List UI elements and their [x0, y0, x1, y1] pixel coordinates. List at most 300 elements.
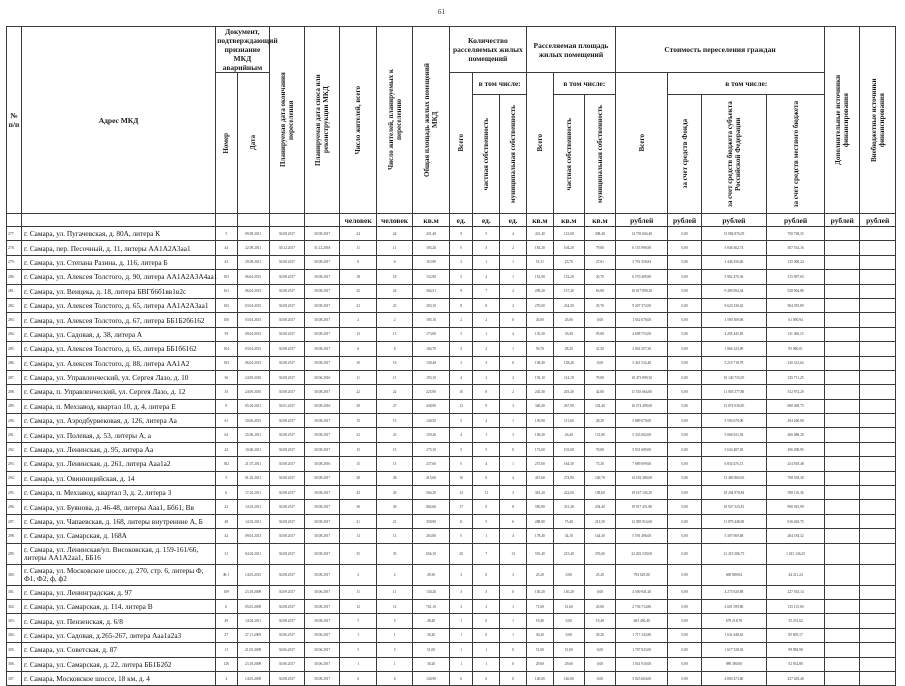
area-municipal: 63,80 [584, 284, 615, 298]
cost-regional: 4 800 473,60 [701, 671, 766, 685]
cost-local: 307 534,16 [767, 241, 825, 255]
area-municipal: 79,00 [584, 241, 615, 255]
header-rooms-total: Всего [449, 73, 473, 214]
residents-planned: 11 [376, 585, 412, 599]
area-municipal: 0,00 [584, 313, 615, 327]
table-row [7, 298, 896, 312]
doc-date: 03.04.2015 [237, 313, 269, 327]
cost-local: 315 997,65 [767, 270, 825, 284]
area-total: 183,20 [526, 241, 553, 255]
doc-number: 6 [216, 599, 237, 613]
doc-date: 21.05.2009 [237, 643, 269, 657]
planned-resettlement-end: 30.08.2017 [269, 270, 304, 284]
row-address: г. Самара, ул. Полевая, д. 53, литеры А, а [22, 428, 216, 442]
table-row [7, 457, 896, 471]
total-area: 110,90 [413, 255, 449, 269]
area-municipal: 42,00 [584, 385, 615, 399]
doc-number: 302 [216, 457, 237, 471]
cost-total: 3 701 356,84 [615, 255, 668, 269]
area-total: 288,90 [526, 514, 553, 528]
planned-demolition-end: 30.08.2017 [305, 486, 340, 500]
row-address: г. Самара, п. Мехзавод, квартал 10, д. 4, литера Е [22, 399, 216, 413]
rooms-total: 3 [449, 585, 473, 599]
extrabudgetary [860, 564, 896, 585]
residents-planned: 24 [376, 284, 412, 298]
planned-demolition-end: 30.08.2017 [305, 671, 340, 685]
rooms-municipal: 1 [500, 614, 527, 628]
residents-planned: 1 [376, 657, 412, 671]
unit-cell: рублей [860, 214, 896, 227]
doc-number: 36 [216, 370, 237, 384]
rooms-total: 1 [449, 657, 473, 671]
cost-total: 19 917 451,80 [615, 500, 668, 514]
row-number: 306. [7, 657, 22, 671]
doc-date: 24.09.2010 [237, 385, 269, 399]
doc-date: 30.06.2015 [237, 414, 269, 428]
residents-planned: 1 [376, 628, 412, 642]
unit-cell: человек [340, 214, 376, 227]
cost-local: 266 680,20 [767, 428, 825, 442]
doc-number: 5 [216, 227, 237, 241]
cost-fund: 0,00 [668, 657, 701, 671]
area-municipal: 25,20 [584, 564, 615, 585]
area-private: 39,40 [553, 327, 584, 341]
area-municipal: 27,61 [584, 255, 615, 269]
cost-fund: 0,00 [668, 241, 701, 255]
rooms-municipal: 1 [500, 270, 527, 284]
row-address: г. Самара, ул. Пугачевская, д. 80А, литера К [22, 227, 216, 241]
extrabudgetary [860, 227, 896, 241]
doc-date: 14.03.2011 [237, 500, 269, 514]
cost-total: 5 333 602,00 [615, 428, 668, 442]
extrabudgetary [860, 284, 896, 298]
cost-local: 95 960,01 [767, 342, 825, 356]
area-municipal: 79,00 [584, 370, 615, 384]
residents-total: 11 [340, 370, 376, 384]
cost-regional: 5 210 718,78 [701, 356, 766, 370]
residents-total: 2 [340, 313, 376, 327]
doc-number: 48 [216, 514, 237, 528]
area-municipal: 19,40 [584, 614, 615, 628]
unit-cell: человек [376, 214, 412, 227]
cost-total: 22 202 539,00 [615, 543, 668, 564]
cost-regional: 9 496 994,34 [701, 284, 766, 298]
rooms-total: 14 [449, 486, 473, 500]
cost-fund: 0,00 [668, 500, 701, 514]
area-total: 135,20 [526, 327, 553, 341]
header-extrabudgetary: Внебюджетные источники финансирования [860, 27, 896, 214]
cost-total: 14 182 380,00 [615, 471, 668, 485]
row-number: 303. [7, 614, 22, 628]
table-row [7, 628, 896, 642]
cost-fund: 0,00 [668, 284, 701, 298]
planned-demolition-end: 30.08.2017 [305, 270, 340, 284]
doc-number: 61 [216, 414, 237, 428]
row-address: г. Самара, ул. Садовая, д.265-267, литера Ааа1а2а3 [22, 628, 216, 642]
area-municipal: 0,00 [584, 356, 615, 370]
doc-date: 09.04.2013 [237, 529, 269, 543]
unit-cell [216, 214, 237, 227]
extrabudgetary [860, 457, 896, 471]
total-area: 185,10 [413, 313, 449, 327]
rooms-total: 17 [449, 500, 473, 514]
area-total: 152,90 [526, 270, 553, 284]
planned-demolition-end: 30.08.2017 [305, 543, 340, 564]
extrabudgetary [860, 614, 896, 628]
total-area: 184,70 [413, 342, 449, 356]
additional-sources [825, 643, 860, 657]
residents-planned: 18 [376, 270, 412, 284]
row-address: г. Самара, ул. Степана Разина, д. 116, литера Б [22, 255, 216, 269]
rooms-total: 4 [449, 428, 473, 442]
cost-fund: 0,00 [668, 564, 701, 585]
row-address: г. Самара, ул. Советская, д. 87 [22, 643, 216, 657]
doc-date: 01.02.2011 [237, 471, 269, 485]
planned-demolition-end: 30.08.2017 [305, 614, 340, 628]
cost-total: 10 017 899,20 [615, 284, 668, 298]
area-municipal: 376,00 [584, 543, 615, 564]
row-number: 289. [7, 399, 22, 413]
planned-resettlement-end: 30.08.2017 [269, 529, 304, 543]
area-total: 237,60 [526, 457, 553, 471]
row-address: г. Самара, Московское шоссе, 18 км, д. 4 [22, 671, 216, 685]
table-body [7, 227, 896, 686]
cost-fund: 0,00 [668, 428, 701, 442]
rooms-total: 5 [449, 457, 473, 471]
row-address: г. Самара, пер. Песочный, д. 11, литеры АА1А2А3аа1 [22, 241, 216, 255]
unit-cell [237, 214, 269, 227]
cost-regional: 669 889,84 [701, 564, 766, 585]
area-total: 130,20 [526, 585, 553, 599]
area-private: 157,40 [553, 284, 584, 298]
row-address: г. Самара, ул. Самарская, д. 114, литера В [22, 599, 216, 613]
rooms-private: 7 [473, 543, 500, 564]
unit-cell: кв.м [526, 214, 553, 227]
cost-total: 5 889 079,00 [615, 414, 668, 428]
cost-fund: 0,00 [668, 671, 701, 685]
cost-regional: 1 617 528,02 [701, 643, 766, 657]
additional-sources [825, 356, 860, 370]
area-total: 45,00 [526, 313, 553, 327]
area-total: 361,20 [526, 486, 553, 500]
additional-sources [825, 284, 860, 298]
area-private: 331,40 [553, 500, 584, 514]
planned-resettlement-end: 30.06.2017 [269, 657, 304, 671]
doc-number: 103 [216, 356, 237, 370]
row-address: г. Самара, ул. Аэродбурвековая, д. 126, литера Аа [22, 414, 216, 428]
header-address: Адрес МКД [22, 27, 216, 214]
cost-fund: 0,00 [668, 270, 701, 284]
planned-resettlement-end: 30.08.2017 [269, 313, 304, 327]
table-row [7, 529, 896, 543]
doc-date: 21.07.2011 [237, 457, 269, 471]
residents-planned: 23 [376, 428, 412, 442]
residents-planned: 6 [376, 255, 412, 269]
header-doc-date: Дата [237, 73, 269, 214]
rooms-municipal: 0 [500, 657, 527, 671]
cost-local: 85 695,17 [767, 628, 825, 642]
planned-demolition-end: 30.08.2017 [305, 356, 340, 370]
doc-number: 9 [216, 399, 237, 413]
total-area: 152,90 [413, 270, 449, 284]
rooms-private: 9 [473, 500, 500, 514]
row-number: 304. [7, 628, 22, 642]
planned-resettlement-end: 30.06.2017 [269, 628, 304, 642]
cost-fund: 0,00 [668, 356, 701, 370]
additional-sources [825, 255, 860, 269]
rooms-private: 9 [473, 399, 500, 413]
additional-sources [825, 298, 860, 312]
area-municipal: 140,70 [584, 471, 615, 485]
total-area: 175,10 [413, 442, 449, 456]
rooms-private: 4 [473, 457, 500, 471]
area-private: 28,20 [553, 342, 584, 356]
header-document-group: Документ, подтверждающий признание МКД аварийным [217, 27, 278, 72]
area-total: 25,20 [526, 564, 553, 585]
rooms-municipal: 1 [500, 255, 527, 269]
planned-demolition-end: 30.08.2017 [305, 428, 340, 442]
cost-fund: 0,00 [668, 457, 701, 471]
cost-local: 311 306,15 [767, 327, 825, 341]
rooms-private: 0 [473, 564, 500, 585]
row-number: 284. [7, 327, 22, 341]
area-total: 140,00 [526, 671, 553, 685]
table-row [7, 385, 896, 399]
rooms-private: 6 [473, 471, 500, 485]
residents-planned: 13 [376, 529, 412, 543]
planned-demolition-end: 30.06.2017 [305, 657, 340, 671]
table-row [7, 342, 896, 356]
area-municipal: 144,30 [584, 529, 615, 543]
area-municipal: 73,30 [584, 457, 615, 471]
additional-sources [825, 628, 860, 642]
rooms-municipal: 0 [500, 313, 527, 327]
residents-total: 6 [340, 671, 376, 685]
cost-regional: 5 307 069,68 [701, 529, 766, 543]
row-number: 301. [7, 585, 22, 599]
unit-cell [269, 214, 304, 227]
table-row [7, 585, 896, 599]
planned-resettlement-end: 30.08.2017 [269, 414, 304, 428]
cost-regional: 5 846 462,74 [701, 241, 766, 255]
doc-date: 27.11.2009 [237, 628, 269, 642]
doc-number: 103 [216, 298, 237, 312]
rooms-total: 9 [449, 284, 473, 298]
extrabudgetary [860, 356, 896, 370]
area-total: 51,00 [526, 643, 553, 657]
doc-date: 17.02.2011 [237, 486, 269, 500]
rooms-municipal: 2 [500, 284, 527, 298]
cost-local: 99 984,98 [767, 643, 825, 657]
header-cost-local: за счет средств местного бюджета [767, 95, 825, 214]
total-area: 193,10 [413, 370, 449, 384]
cost-regional: 13 483 860,65 [701, 471, 766, 485]
row-number: 305. [7, 643, 22, 657]
residents-total: 43 [340, 486, 376, 500]
cost-fund: 0,00 [668, 227, 701, 241]
unit-cell [305, 214, 340, 227]
rooms-municipal: 2 [500, 298, 527, 312]
rooms-private: 3 [473, 356, 500, 370]
extrabudgetary [860, 255, 896, 269]
area-municipal: 95,80 [584, 327, 615, 341]
row-address: г. Самара, ул. Садовая, д. 38, литера А [22, 327, 216, 341]
cost-total: 7 089 699,60 [615, 457, 668, 471]
doc-number: 42 [216, 442, 237, 456]
residents-planned: 13 [376, 327, 412, 341]
rooms-total: 10 [449, 471, 473, 485]
rooms-private: 1 [473, 643, 500, 657]
unit-cell: кв.м [584, 214, 615, 227]
cost-local: 532 972,20 [767, 385, 825, 399]
area-private: 104,20 [553, 241, 584, 255]
rooms-private: 1 [473, 327, 500, 341]
residents-total: 15 [340, 457, 376, 471]
rooms-total: 3 [449, 342, 473, 356]
unit-cell: ед. [473, 214, 500, 227]
total-area: 431,40 [413, 227, 449, 241]
cost-total: 1 717 243,80 [615, 628, 668, 642]
doc-number: Ж-1 [216, 564, 237, 585]
additional-sources [825, 342, 860, 356]
cost-total: 12 385 914,60 [615, 514, 668, 528]
rooms-municipal: 0 [500, 643, 527, 657]
rooms-municipal: 0 [500, 671, 527, 685]
cost-regional: 11 879 448,00 [701, 514, 766, 528]
cost-local: 61 000,94 [767, 313, 825, 327]
extrabudgetary [860, 500, 896, 514]
table-row [7, 327, 896, 341]
extrabudgetary [860, 313, 896, 327]
doc-date: 09.04.2015 [237, 327, 269, 341]
rooms-municipal: 1 [500, 457, 527, 471]
residents-planned: 12 [376, 599, 412, 613]
row-number: 298. [7, 529, 22, 543]
residents-planned: 11 [376, 370, 412, 384]
total-area: 183,20 [413, 241, 449, 255]
row-address: г. Самара, ул. Управленческий, ул. Сергея Лазо, д. 10 [22, 370, 216, 384]
row-number: 300. [7, 564, 22, 585]
cost-total: 1 652 070,00 [615, 313, 668, 327]
cost-fund: 0,00 [668, 514, 701, 528]
cost-regional: 18 927 525,81 [701, 500, 766, 514]
residents-planned: 2 [376, 313, 412, 327]
doc-date: 25.06.2011 [237, 428, 269, 442]
planned-resettlement-end: 30.08.2017 [269, 671, 304, 685]
area-private: 274,90 [553, 471, 584, 485]
table-row [7, 284, 896, 298]
additional-sources [825, 227, 860, 241]
rooms-total: 5 [449, 529, 473, 543]
header-rooms-incl: в том числе: [473, 73, 527, 95]
row-number: 288. [7, 385, 22, 399]
rooms-municipal: 1 [500, 414, 527, 428]
row-address: г. Самара, п. Мехзавод, квартал 3, д. 2, литера 3 [22, 486, 216, 500]
planned-resettlement-end: 30.08.2017 [269, 514, 304, 528]
planned-demolition-end: 30.08.2017 [305, 500, 340, 514]
cost-total: 4 500 941,20 [615, 585, 668, 599]
planned-demolition-end: 30.06.2017 [305, 585, 340, 599]
area-total: 431,40 [526, 227, 553, 241]
residents-total: 29 [340, 399, 376, 413]
rooms-private: 7 [473, 284, 500, 298]
doc-number: 35 [216, 385, 237, 399]
planned-demolition-end: 30.08.2017 [305, 227, 340, 241]
residents-planned: 5 [376, 643, 412, 657]
table-row [7, 414, 896, 428]
cost-fund: 0,00 [668, 471, 701, 485]
extrabudgetary [860, 399, 896, 413]
planned-demolition-end: 30.08.2016 [305, 457, 340, 471]
cost-fund: 0,00 [668, 599, 701, 613]
rooms-private: 1 [473, 255, 500, 269]
header-rooms-group: Количество расселяемых жилых помещений [449, 27, 526, 73]
rooms-private: 1 [473, 657, 500, 671]
extrabudgetary [860, 270, 896, 284]
rooms-total: 6 [449, 671, 473, 685]
cost-total: 2 736 714,80 [615, 599, 668, 613]
cost-local: 680 469,75 [767, 399, 825, 413]
cost-fund: 0,00 [668, 628, 701, 642]
header-total-area: Общая площадь жилых помещений МКД [413, 27, 449, 214]
cost-total: 6 153 996,90 [615, 241, 668, 255]
header-cost-incl: в том числе: [668, 73, 825, 95]
planned-demolition-end: 30.08.2017 [305, 414, 340, 428]
additional-sources [825, 241, 860, 255]
rooms-municipal: 1 [500, 342, 527, 356]
rooms-municipal: 4 [500, 327, 527, 341]
cost-regional: 6 834 476,13 [701, 457, 766, 471]
row-number: 285. [7, 342, 22, 356]
cost-regional: 21 219 386,75 [701, 543, 766, 564]
cost-total: 2 001 357,30 [615, 342, 668, 356]
row-address: г. Самара, ул. Алексея Толстого, д. 67, литера ББ1Б2б6162 [22, 313, 216, 327]
row-address: г. Самара, ул. Ленинская, д. 261, литера Ааа1а2 [22, 457, 216, 471]
row-number: 307. [7, 671, 22, 685]
rooms-municipal: 2 [500, 241, 527, 255]
area-municipal: 138,60 [584, 486, 615, 500]
planned-resettlement-end: 30.08.2017 [269, 428, 304, 442]
table-row [7, 543, 896, 564]
table-row [7, 514, 896, 528]
cost-local: 52 032,80 [767, 657, 825, 671]
cost-local: 1 013 136,25 [767, 543, 825, 564]
unit-cell [7, 214, 22, 227]
total-area: 504,20 [413, 486, 449, 500]
rooms-total: 9 [449, 227, 473, 241]
residents-total: 10 [340, 356, 376, 370]
planned-demolition-end: 30.08.2017 [305, 442, 340, 456]
cost-local: 227 033,14 [767, 585, 825, 599]
planned-demolition-end: 30.08.2017 [305, 599, 340, 613]
rooms-municipal: 3 [500, 486, 527, 500]
cost-fund: 0,00 [668, 486, 701, 500]
row-number: 282. [7, 298, 22, 312]
cost-local: 296 208,95 [767, 442, 825, 456]
residents-total: 6 [340, 342, 376, 356]
extrabudgetary [860, 442, 896, 456]
doc-date: 04.04.2011 [237, 543, 269, 564]
row-address: г. Самара, ул. Самарская, д. 168А [22, 529, 216, 543]
rooms-total: 2 [449, 255, 473, 269]
cost-regional: 1 866 323,09 [701, 342, 766, 356]
extrabudgetary [860, 370, 896, 384]
cost-regional: 3 446 356,60 [701, 255, 766, 269]
cost-regional: 989 380,00 [701, 657, 766, 671]
cost-fund: 0,00 [668, 313, 701, 327]
total-area: 237,60 [413, 457, 449, 471]
row-address: г. Самара, ул. Самарская, д. 22, литера ББ1Б2б2 [22, 657, 216, 671]
